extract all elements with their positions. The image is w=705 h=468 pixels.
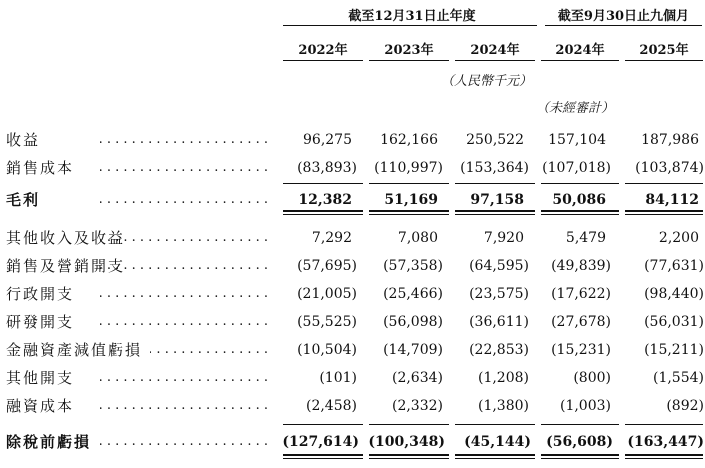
row-admin bbox=[0, 280, 705, 308]
value-cell: (892) bbox=[666, 398, 704, 414]
value-cell: 2,200 bbox=[658, 230, 699, 246]
total-double-line bbox=[541, 458, 619, 459]
total-double-line bbox=[369, 458, 449, 459]
row-label: 其他開支 bbox=[6, 369, 75, 387]
row-label: 銷售成本 bbox=[6, 159, 75, 177]
row-label: 銷售及營銷開支 bbox=[6, 257, 126, 275]
value-cell: (27,678) bbox=[551, 314, 611, 330]
value-cell: (110,997) bbox=[374, 160, 443, 176]
total-double-line bbox=[283, 210, 363, 212]
value-cell: (10,504) bbox=[297, 342, 357, 358]
subtotal-line bbox=[455, 183, 535, 184]
leader-dots bbox=[100, 308, 268, 336]
value-cell: (107,018) bbox=[542, 160, 611, 176]
row-label: 收益 bbox=[6, 131, 41, 149]
total-double-line bbox=[283, 458, 363, 459]
value-cell: (57,695) bbox=[297, 258, 357, 274]
row-label: 其他收入及收益 bbox=[6, 229, 126, 247]
value-cell: (103,874) bbox=[635, 160, 704, 176]
value-cell: (2,634) bbox=[391, 370, 443, 386]
subtotal-line bbox=[541, 183, 619, 184]
value-cell: (49,839) bbox=[551, 258, 611, 274]
header-group-fiscal-year: 截至12月31日止年度 bbox=[348, 9, 476, 24]
value-cell: (56,608) bbox=[546, 434, 613, 450]
leader-dots bbox=[100, 154, 268, 182]
total-double-line bbox=[625, 458, 703, 459]
value-cell: (1,208) bbox=[477, 370, 529, 386]
value-cell: (153,364) bbox=[460, 160, 529, 176]
year-underline bbox=[283, 60, 363, 61]
value-cell: 51,169 bbox=[384, 192, 438, 208]
leader-dots bbox=[100, 428, 268, 456]
value-cell: 97,158 bbox=[470, 192, 524, 208]
subtotal-line bbox=[283, 183, 363, 184]
leader-dots bbox=[100, 280, 268, 308]
value-cell: (1,003) bbox=[559, 398, 611, 414]
value-cell: (127,614) bbox=[282, 434, 359, 450]
total-double-line bbox=[455, 454, 535, 456]
year-header: 2024年 bbox=[470, 43, 520, 58]
header-group-underline-fy bbox=[283, 25, 537, 26]
row-revenue bbox=[0, 126, 705, 154]
row-label: 金融資產減值虧損 bbox=[6, 341, 143, 359]
leader-dots bbox=[100, 186, 268, 214]
value-cell: 50,086 bbox=[552, 192, 606, 208]
year-underline bbox=[625, 60, 703, 61]
value-cell: 84,112 bbox=[645, 192, 699, 208]
value-cell: 96,275 bbox=[303, 132, 352, 148]
value-cell: (64,595) bbox=[469, 258, 529, 274]
value-cell: (15,211) bbox=[644, 342, 704, 358]
leader-dots bbox=[100, 224, 268, 252]
value-cell: (1,554) bbox=[652, 370, 704, 386]
value-cell: (57,358) bbox=[383, 258, 443, 274]
value-cell: (800) bbox=[573, 370, 611, 386]
total-double-line bbox=[455, 458, 535, 459]
value-cell: (1,380) bbox=[477, 398, 529, 414]
total-double-line bbox=[625, 454, 703, 456]
leader-dots bbox=[100, 364, 268, 392]
row-label: 除稅前虧損 bbox=[6, 433, 92, 451]
row-cost-of-sales bbox=[0, 154, 705, 182]
value-cell: (55,525) bbox=[297, 314, 357, 330]
total-double-line bbox=[455, 214, 535, 215]
year-underline bbox=[455, 60, 535, 61]
value-cell: (15,231) bbox=[551, 342, 611, 358]
value-cell: (17,622) bbox=[551, 286, 611, 302]
value-cell: (25,466) bbox=[383, 286, 443, 302]
year-header: 2023年 bbox=[384, 43, 434, 58]
value-cell: 7,920 bbox=[483, 230, 524, 246]
subtotal-line bbox=[283, 424, 363, 425]
row-label: 行政開支 bbox=[6, 285, 75, 303]
row-other-income bbox=[0, 224, 705, 252]
value-cell: 162,166 bbox=[380, 132, 438, 148]
row-label: 研發開支 bbox=[6, 313, 75, 331]
value-cell: 7,292 bbox=[311, 230, 352, 246]
value-cell: (56,098) bbox=[383, 314, 443, 330]
row-other-expenses bbox=[0, 364, 705, 392]
total-double-line bbox=[369, 210, 449, 212]
value-cell: (45,144) bbox=[464, 434, 531, 450]
total-double-line bbox=[283, 214, 363, 215]
total-double-line bbox=[625, 210, 703, 212]
value-cell: (163,447) bbox=[627, 434, 704, 450]
leader-dots bbox=[100, 392, 268, 420]
total-double-line bbox=[541, 210, 619, 212]
value-cell: (23,575) bbox=[469, 286, 529, 302]
value-cell: (21,005) bbox=[297, 286, 357, 302]
year-header: 2022年 bbox=[298, 43, 348, 58]
total-double-line bbox=[541, 454, 619, 456]
year-underline bbox=[369, 60, 449, 61]
row-finance-costs bbox=[0, 392, 705, 420]
value-cell: (83,893) bbox=[297, 160, 357, 176]
value-cell: 250,522 bbox=[466, 132, 524, 148]
row-loss-before-tax bbox=[0, 428, 705, 456]
value-cell: 157,104 bbox=[548, 132, 606, 148]
total-double-line bbox=[625, 214, 703, 215]
value-cell: 187,986 bbox=[641, 132, 699, 148]
value-cell: 7,080 bbox=[397, 230, 438, 246]
value-cell: (98,440) bbox=[644, 286, 704, 302]
subtotal-line bbox=[455, 424, 535, 425]
subtotal-line bbox=[369, 183, 449, 184]
year-header: 2024年 bbox=[555, 43, 605, 58]
value-cell: 12,382 bbox=[298, 192, 352, 208]
subtotal-line bbox=[625, 183, 703, 184]
header-group-nine-months: 截至9月30日止九個月 bbox=[557, 9, 690, 24]
unit-note: （人民幣千元） bbox=[441, 74, 533, 89]
row-label: 毛利 bbox=[6, 191, 41, 209]
row-impairment bbox=[0, 336, 705, 364]
subtotal-line bbox=[541, 424, 619, 425]
value-cell: (100,348) bbox=[368, 434, 445, 450]
subtotal-line bbox=[625, 424, 703, 425]
value-cell: (77,631) bbox=[644, 258, 704, 274]
total-double-line bbox=[369, 214, 449, 215]
subtotal-line bbox=[369, 424, 449, 425]
value-cell: (36,611) bbox=[469, 314, 529, 330]
unaudited-note: （未經審計） bbox=[536, 101, 615, 116]
value-cell: (2,458) bbox=[305, 398, 357, 414]
year-underline bbox=[541, 60, 619, 61]
value-cell: (56,031) bbox=[644, 314, 704, 330]
value-cell: 5,479 bbox=[565, 230, 606, 246]
row-selling-marketing bbox=[0, 252, 705, 280]
total-double-line bbox=[369, 454, 449, 456]
total-double-line bbox=[541, 214, 619, 215]
row-label: 融資成本 bbox=[6, 397, 75, 415]
total-double-line bbox=[455, 210, 535, 212]
header-group-underline-9m bbox=[545, 25, 702, 26]
value-cell: (101) bbox=[319, 370, 357, 386]
leader-dots bbox=[100, 126, 268, 154]
value-cell: (14,709) bbox=[383, 342, 443, 358]
year-header: 2025年 bbox=[639, 43, 689, 58]
value-cell: (2,332) bbox=[391, 398, 443, 414]
row-rnd bbox=[0, 308, 705, 336]
total-double-line bbox=[283, 454, 363, 456]
leader-dots bbox=[100, 252, 268, 280]
value-cell: (22,853) bbox=[469, 342, 529, 358]
leader-dots bbox=[150, 336, 268, 364]
